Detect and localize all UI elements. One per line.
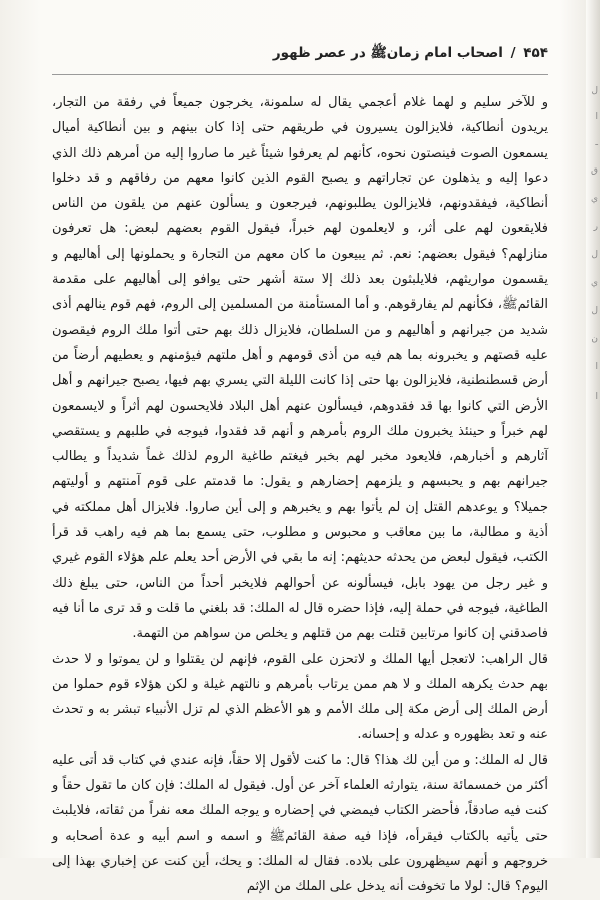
header-separator: /: [510, 45, 516, 61]
edge-glyph: ا: [595, 112, 598, 122]
edge-glyph: ا: [595, 362, 598, 372]
body-text: [52, 90, 548, 900]
header-rule: [52, 74, 548, 75]
edge-glyph: ـ: [595, 138, 598, 148]
edge-glyph: ي: [590, 194, 598, 204]
facing-page-edge: [586, 0, 600, 858]
page-number: ۴۵۴: [523, 45, 548, 61]
edge-glyph: ي: [590, 278, 598, 288]
paragraph: قال الراهب: لاتعجل أيها الملك و لاتحزن على القوم، فإنهم لن يقتلوا و لن يموتوا و لا حدث بهم حدث يكرهه الملك و لا هم ممن يرتاب بأمرهم و نالتهم غيلة و لكن هؤلاء قوم حملوا من أرض الملك إلى أرض مكة إلى ملك الأمم و هو الأعظم الذي لم تزل الأنبياء تبشر به و تحدث عنه و تعد بظهوره و عدله و إحسانه.: [52, 651, 548, 743]
edge-glyph: ل: [591, 250, 598, 260]
edge-glyph: ا: [595, 392, 598, 402]
paragraph: قال له الملك: و من أين لك هذا؟ قال: ما كنت لأقول إلا حقاً، فإنه عندي في كتاب قد أتى عليه أكثر من خمسمائة سنة، يتوارثه العلماء آخر عن أول. فيقول له الملك: فإن كان ما تقول حقاً و كنت فيه صادقاً، فأحضر الكتاب فيمضي في إحضاره و يوجه الملك معه نفراً من ثقاته، فلايلبث حتى يأتيه بالكتاب فيقرأه، فإذا فيه صفة القائمﷺ و اسمه و اسم أبيه و عدة أصحابه و خروجهم و أنهم سيظهرون على بلاده. فقال له الملك: و يحك، أين كنت عن إخباري بهذا إلى اليوم؟ قال: لولا ما تخوفت أنه يدخل على الملك من الإثم: [52, 752, 548, 895]
edge-glyph: ل: [591, 86, 598, 96]
edge-glyph: ل: [591, 306, 598, 316]
edge-glyph: ق: [591, 166, 598, 176]
edge-glyph: ن: [591, 334, 598, 344]
running-title: اصحاب امام زمانﷺ در عصر ظهور: [272, 45, 503, 61]
running-header: [273, 44, 548, 64]
paragraph: و للآخر سليم و لهما غلام أعجمي يقال له سلمونة، يخرجون جميعاً في رفقة من التجار، يريدون أنطاكية، فلايزالون يسيرون في طريقهم حتى إذا كان بينهم و بين أنطاكية أميال يسمعون الصوت فينصتون نحوه، كأنهم لم يعرفوا شيئاً غير ما صاروا إليه من أمرهم ذلك الذي دعوا إليه و يذهلون عن تجاراتهم و يصبح القوم الذين كانوا معهم من رفاقهم و قد دخلوا أنطاكية، فيفقدونهم، فلايزالون يطلبونهم، فيرجعون و يسألون عنهم من يلقون من الناس فلايقعون لهم على أثر، و لايعلمون لهم خبراً، فيقول القوم بعضهم لبعض: هل تعرفون منازلهم؟ فيقول بعضهم: نعم. ثم يبيعون ما كان معهم من التجارة و يحملونها إلى أهاليهم و يقسمون مواريثهم، فلايلبثون بعد ذلك إلا ستة أشهر حتى يوافو إلى أهاليهم على مقدمة القائمﷺ، فكأنهم لم يفارقوهم. و أما المستأمنة من المسلمين إلى الروم، فهم قوم ينالهم أذى شديد من جيرانهم و أهاليهم و من السلطان، فلايزال ذلك بهم حتى أتوا ملك الروم فيقصون عليه قصتهم و يخبرونه بما هم فيه من أذى قومهم و أهل ملتهم فيؤمنهم و يعطيهم أرضاً من أرض قسطنطنية، فلايزالون بها حتى إذا كانت الليلة التي يسري بهم فيها، يصبح جيرانهم و أهل الأرض التي كانوا بها قد فقدوهم، فيسألون عنهم أهل البلاد فلايحسون لهم أثراً و لايسمعون لهم خبراً و حينئذ يخبرون ملك الروم بأمرهم و أنهم قد فقدوا، فيوجه في طلبهم و يستقصي آثارهم و أخبارهم، فلايعود مخبر لهم بخبر فيغتم طاغية الروم لذلك غماً شديداً و يطالب جيرانهم بهم و يحبسهم و يلزمهم إحضارهم و يقول: ما قدمتم على قوم آمنتهم و أوليتهم جميلا؟ و يوعدهم القتل إن لم يأتوا بهم و يخبرهم و إلى أين صاروا. فلايزال أهل مملكته في أذية و مطالبة، ما بين معاقب و محبوس و مطلوب، حتى يسمع بما هم فيه راهب قد قرأ الكتب، فيقول لبعض من يحدثه حديثهم: إنه ما بقي في الأرض أحد يعلم علم هؤلاء القوم غيري و غير رجل من يهود بابل، فيسألونه عن أحوالهم فلايخبر أحداً من الناس، حتى يبلغ ذلك الطاغية، فيوجه في حملة إليه، فإذا حضره قال له الملك: قد بلغني ما قلت و قد ترى ما أنا فيه فاصدقني إن كانوا مرتابين قتلت بهم من قتلهم و يخلص من سواهم من التهمة.: [52, 95, 548, 642]
edge-glyph: ر: [593, 222, 598, 232]
